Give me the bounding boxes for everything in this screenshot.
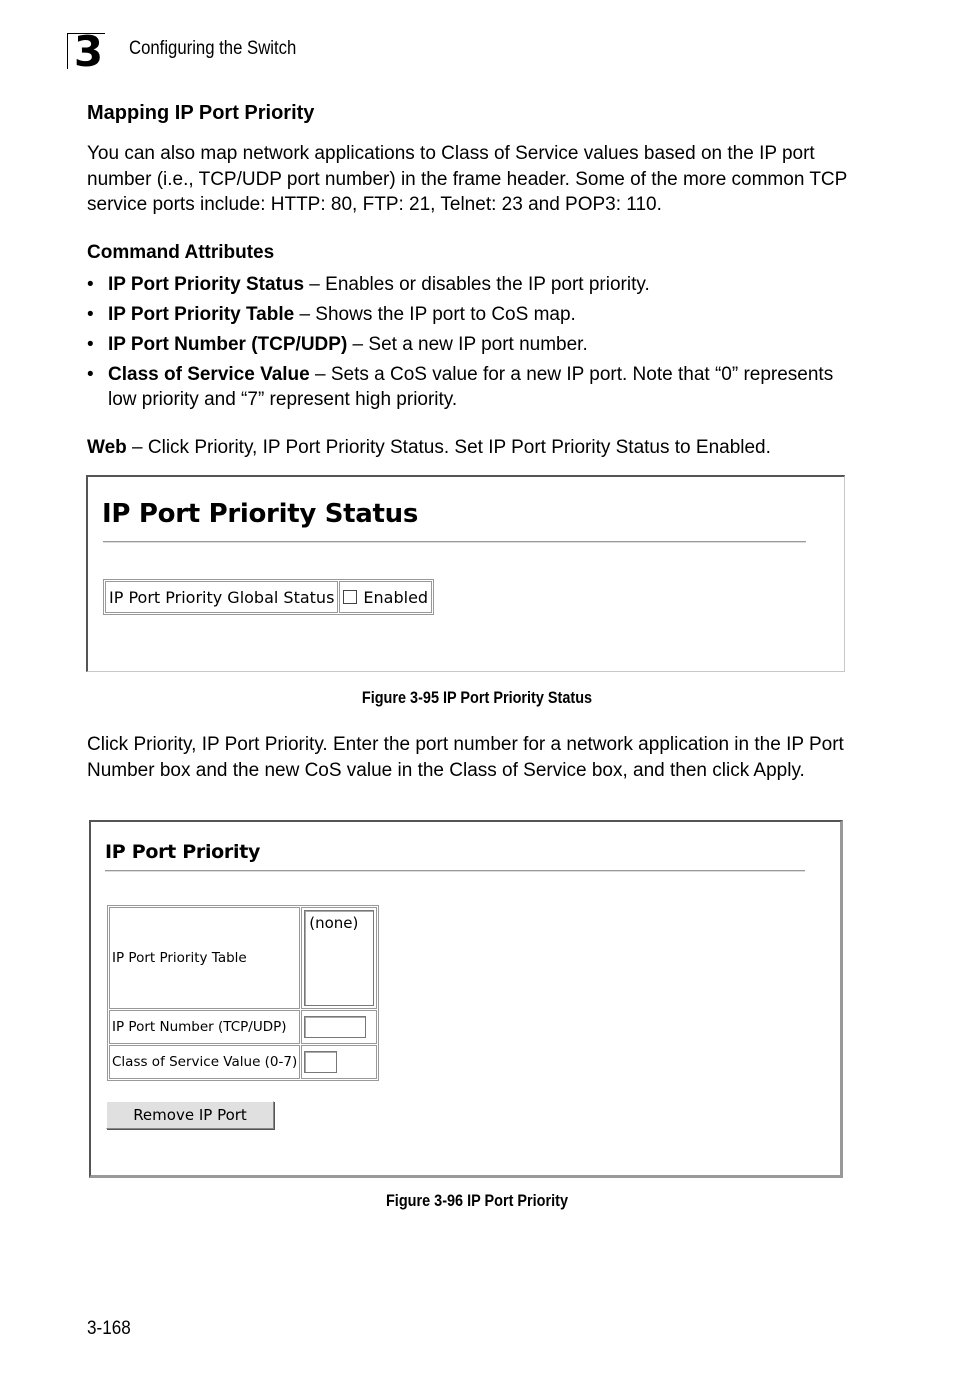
cos-value-label: Class of Service Value (0-7) bbox=[109, 1045, 300, 1079]
title-divider bbox=[103, 541, 806, 543]
ip-port-priority-form bbox=[107, 905, 379, 1081]
list-item: • IP Port Priority Table – Shows the IP port to CoS map. bbox=[87, 304, 576, 325]
attributes-heading: Command Attributes bbox=[87, 242, 275, 263]
list-item: • Class of Service Value – Sets a CoS value for a new IP port. Note that “0” represents low priority and “7” represent high priority. bbox=[87, 364, 834, 410]
list-item: • IP Port Priority Status – Enables or disables the IP port priority. bbox=[87, 274, 650, 295]
figure-caption: Figure 3-96 IP Port Priority bbox=[385, 1191, 569, 1210]
ip-port-priority-status-panel bbox=[86, 475, 845, 672]
step2-paragraph: Click Priority, IP Port Priority. Enter the port number for a network application in the IP Port Number box and the new CoS value in the Class of Service box, and then click Apply. bbox=[87, 734, 844, 781]
intro-paragraph: You can also map network applications to Class of Service values based on the IP port number (i.e., TCP/UDP port number) in the frame header. Some of the more common TCP service ports include: HTTP: 80, FTP: 21, Telnet: 23 and POP3: 110. bbox=[87, 143, 847, 215]
page-number: 3-168 bbox=[87, 1318, 131, 1339]
figure-caption: Figure 3-95 IP Port Priority Status bbox=[361, 688, 593, 707]
web-instruction: Web – Click Priority, IP Port Priority Status. Set IP Port Priority Status to Enabled. bbox=[87, 437, 771, 458]
panel-title: IP Port Priority bbox=[105, 841, 261, 863]
panel-title: IP Port Priority Status bbox=[102, 499, 419, 529]
chapter-number-badge: 3 bbox=[67, 33, 105, 69]
enabled-checkbox-label: Enabled bbox=[363, 587, 429, 607]
running-header: Configuring the Switch bbox=[129, 38, 297, 59]
section-title: Mapping IP Port Priority bbox=[87, 102, 315, 124]
cos-value-cell bbox=[301, 1045, 377, 1079]
port-number-cell bbox=[301, 1010, 377, 1044]
enabled-checkbox[interactable] bbox=[343, 590, 357, 604]
global-status-label: IP Port Priority Global Status bbox=[105, 581, 338, 613]
title-divider bbox=[105, 870, 805, 872]
remove-ip-port-button[interactable]: Remove IP Port bbox=[106, 1101, 274, 1129]
priority-table-label: IP Port Priority Table bbox=[109, 907, 300, 1009]
enabled-checkbox-cell[interactable] bbox=[339, 581, 432, 613]
port-number-label: IP Port Number (TCP/UDP) bbox=[109, 1010, 300, 1044]
cos-value-input[interactable] bbox=[304, 1051, 337, 1073]
global-status-table bbox=[103, 579, 434, 615]
priority-table-cell bbox=[301, 907, 377, 1009]
port-number-input[interactable] bbox=[304, 1016, 366, 1038]
attributes-list bbox=[87, 272, 847, 417]
list-item: • IP Port Number (TCP/UDP) – Set a new IP port number. bbox=[87, 334, 588, 355]
ip-port-priority-panel bbox=[89, 820, 843, 1178]
priority-table-listbox[interactable]: (none) bbox=[304, 910, 374, 1006]
